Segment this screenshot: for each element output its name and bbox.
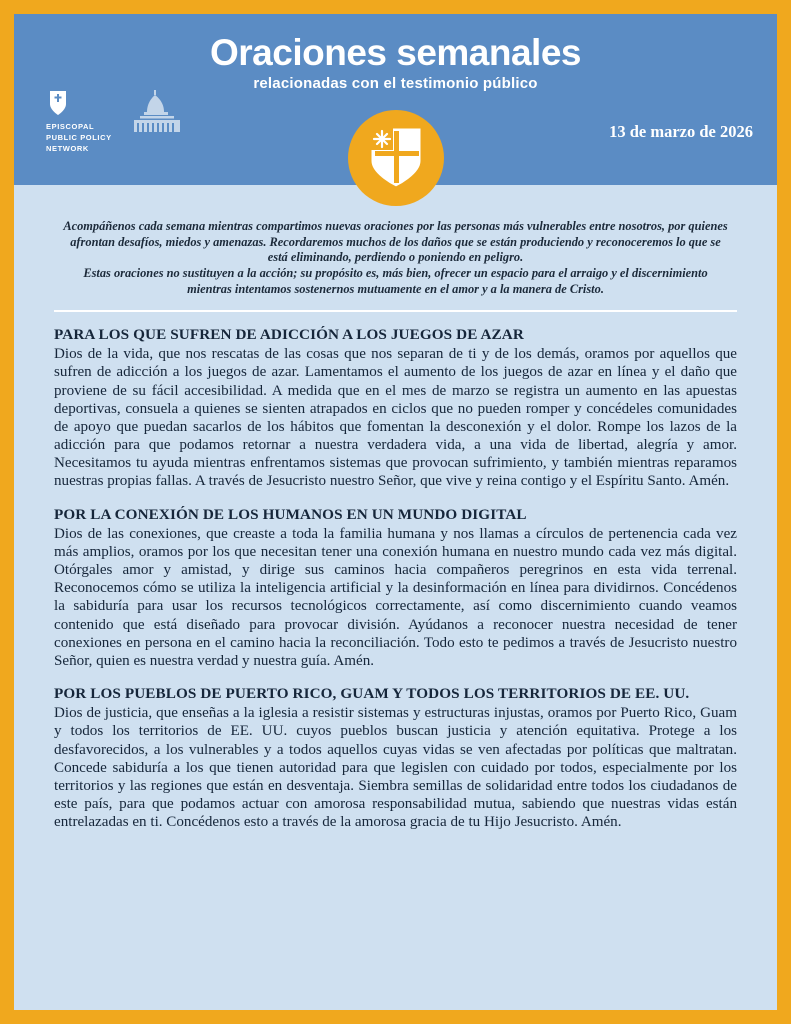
- prayer-body: Dios de las conexiones, que creaste a toda la familia humana y nos llamas a círculos de pertenencia cada vez más amplios, oramos por los que necesitan tener una conexión humana en nuestro mundo cada vez más digital. Otórgales amor y amistad, y dirige sus caminos hacia compañeros peregrinos en esta vida terrenal. Reconocemos cómo se utiliza la inteligencia artificial y la desinformación en línea para dividirnos. Concédenos la sabiduría para usar los recursos tecnológicos correctamente, así como discernimiento cuando veamos contenido que está diseñado para provocar división. Ayúdanos a reconocer nuestra necesidad de tener conexiones en persona en el camino hacia la reconciliación. Todo esto te pedimos a través de Jesucristo nuestro Señor, quien es nuestra verdad y nuestra guía. Amén.: [54, 525, 737, 669]
- issue-date: 13 de marzo de 2026: [609, 122, 753, 141]
- prayer-item: [54, 506, 737, 671]
- prayer-body: Dios de justicia, que enseñas a la iglesia a resistir sistemas y estructuras injustas, oramos por Puerto Rico, Guam y todos los territorios de EE. UU. cuyos pueblos buscan justicia y atención equitativa. Protege a los desfavorecidos, a los vulnerables y a todos aquellos cuyas vidas se ven afectadas por políticas que maltratan. Concede sabiduría a los que tienen autoridad para que legislen con cuidado por todos, especialmente por los territorios y las regiones que están en desventaja. Siembra semillas de solidaridad entre todos los ciudadanos de este país, para que podamos actuar con amorosa responsabilidad mutua, sabiendo que nuestras vidas están entrelazadas en ti. Concédenos esto a través de la amorosa gracia de tu Hijo Jesucristo. Amén.: [54, 705, 737, 831]
- shield-icon: [48, 90, 68, 116]
- prayer-title: PARA LOS QUE SUFREN DE ADICCIÓN A LOS JUEGOS DE AZAR: [54, 326, 524, 344]
- prayer-title: POR LA CONEXIÓN DE LOS HUMANOS EN UN MUNDO DIGITAL: [54, 505, 527, 523]
- page-title: Oraciones semanales: [210, 32, 581, 73]
- episcopal-shield-seal: [348, 110, 444, 206]
- intro-text: Acompáñenos cada semana mientras compartimos nuevas oraciones por las personas más vulnerables entre nosotros, por quienes afrontan desafíos, miedos y amenazas. Recordaremos muchos de los daños que se están produciendo y reconoceremos lo que se está eliminando, perdiendo o poniendo en peligro. Estas oraciones no sustituyen a la acción; su propósito es, más bien, ofrecer un espacio para el arraigo y el discernimiento mientras intentamos sostenernos mutuamente en el amor y a la manera de Cristo.: [63, 219, 728, 296]
- organization-name: EPISCOPAL PUBLIC POLICY NETWORK: [46, 122, 112, 153]
- prayer-title: POR LOS PUEBLOS DE PUERTO RICO, GUAM Y TODOS LOS TERRITORIOS DE EE. UU.: [54, 685, 690, 703]
- organization-logo: [42, 88, 242, 158]
- prayer-body: Dios de la vida, que nos rescatas de las cosas que nos separan de ti y de los demás, oramos por aquellos que sufren de adicción a los juegos de azar. Lamentamos el aumento de los juegos de azar en línea y el daño que proviene de su fácil accesibilidad. A medida que en el mes de marzo se registra un aumento en las apuestas deportivas, consuela a quienes se sienten atrapados en ciclos que no pueden romper y concédeles comunidades de apoyo que puedan sacarlos de los hábitos que fomentan la desconexión y el dolor. Rompe los lazos de la adicción para que podamos retornar a nuestra verdadera vida, a una vida de libertad, alegría y amor. Necesitamos tu ayuda mientras enfrentamos sistemas que provocan sufrimiento, y también mientras reparamos nuestras propias fallas. A través de Jesucristo nuestro Señor, que vive y reina contigo y el Espíritu Santo. Amén.: [54, 346, 737, 490]
- document-sheet: [14, 14, 777, 1010]
- prayers-list: [14, 312, 777, 831]
- page-subtitle: relacionadas con el testimonio público: [253, 75, 538, 92]
- prayer-item: [54, 326, 737, 491]
- document-header: [14, 14, 777, 185]
- episcopal-shield-icon: [370, 127, 422, 189]
- prayer-item: [54, 685, 737, 831]
- capitol-dome-icon: [124, 88, 190, 134]
